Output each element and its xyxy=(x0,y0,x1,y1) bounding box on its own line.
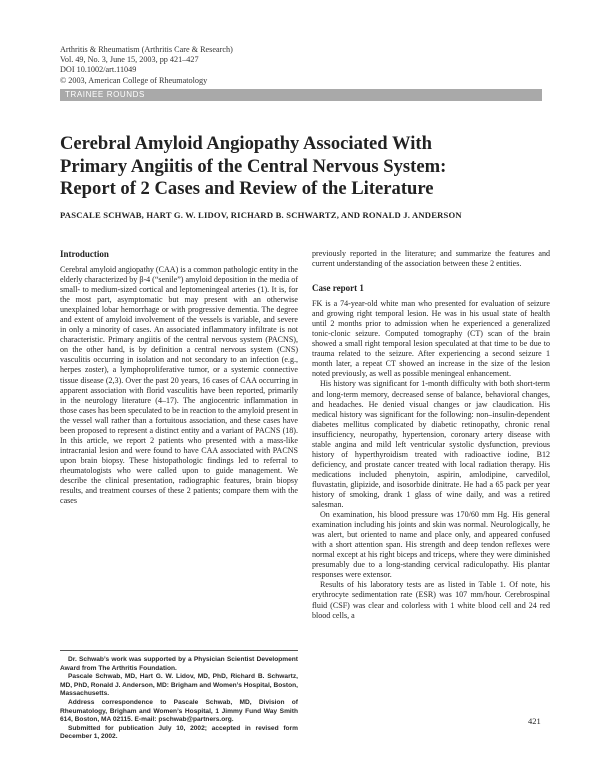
right-column xyxy=(312,249,550,621)
introduction-paragraph: Cerebral amyloid angiopathy (CAA) is a common pathologic entity in the elderly characterized by β-4 (“senile”) amyloid deposition in the media of small- to medium-sized cortical and leptomeningeal arteries (1). It is, for the most part, asymptomatic but may present with an otherwise unexplained lobar hemorrhage or with progressive dementia. The degree and extent of amyloid involvement of the vessels is variable, and severe in only a minority of cases. An associated inflammatory infiltrate is not characteristic. Primary angiitis of the central nervous system (PACNS), on the other hand, is by definition a central nervous system (CNS) vasculitis occurring in isolation and not secondary to an infection (e.g., herpes zoster), a lymphoproliferative tumor, or a systemic connective tissue disease (2,3). Over the past 20 years, 16 cases of CAA occurring in apparent association with florid vasculitis have been reported, primarily in the neurology literature (4–17). The angiocentric inflammation in those cases has been speculated to be in reaction to the amyloid present in the vessel wall rather than a fortuitous association, and these cases have been proposed to represent a distinct entity and a variant of PACNS (18). In this article, we report 2 patients who presented with a mass-like intracranial lesion and were found to have CAA associated with PACNS upon brain biopsy. These histopathologic findings led to referral to rheumatologists who were called upon to guide management. We describe the clinical presentation, radiographic features, brain biopsy results, and treatment courses of these 2 patients; compare them with the cases xyxy=(60,265,298,506)
journal-copyright: © 2003, American College of Rheumatology xyxy=(60,75,208,85)
author-list: PASCALE SCHWAB, HART G. W. LIDOV, RICHARD B. SCHWARTZ, AND RONALD J. ANDERSON xyxy=(60,210,462,220)
footnotes xyxy=(60,656,298,742)
footnote-divider xyxy=(60,650,298,651)
section-banner xyxy=(60,89,542,101)
article-title xyxy=(60,133,550,201)
page-number: 421 xyxy=(528,716,541,726)
case-report-heading: Case report 1 xyxy=(312,283,364,294)
case-report-paragraph-1: FK is a 74-year-old white man who presented for evaluation of seizure and growing right temporal lesion. He was in his usual state of health until 2 months prior to admission when he experienced a generalized tonic-clonic seizure. Computed tomography (CT) scan of the brain showed a small right temporal lesion speculated at that time to be due to trauma related to the seizure. After experiencing a second seizure 1 month later, a repeat CT showed an increase in the size of the lesion noted previously, as well as possible meningeal enhancement. xyxy=(312,299,550,379)
title-line-1: Cerebral Amyloid Angiopathy Associated With xyxy=(60,133,432,154)
case-report-paragraph-2: His history was significant for 1-month difficulty with both short-term and long-term memory, decreased sense of balance, behavioral changes, and headaches. He denied visual changes or jaw claudication. His medical history was significant for the following: non–insulin-dependent diabetes mellitus complicated by diabetic retinopathy, chronic renal insufficiency, neuropathy, hypertension, coronary artery disease with stable angina and mild left ventricular systolic dysfunction, previous history of hyperthyroidism treated with radioactive iodine, B12 deficiency, and prostate cancer treated with local radiation therapy. His medications included phenytoin, aspirin, amlodipine, carvedilol, fluvastatin, glipizide, and isosorbide dinitrate. He had a 65 pack per year history of smoking, drank 1 glass of wine daily, and was a retired salesman. xyxy=(312,379,550,510)
case-report-paragraph-4: Results of his laboratory tests are as listed in Table 1. Of note, his erythrocyte sedimentation rate (ESR) was 107 mm/hour. Cerebrospinal fluid (CSF) was clear and colorless with 1 white blood cell and 24 red blood cells, a xyxy=(312,580,550,620)
footnote-funding: Dr. Schwab’s work was supported by a Physician Scientist Development Award from The Arthritis Foundation. xyxy=(60,656,298,672)
journal-name: Arthritis & Rheumatism (Arthritis Care & Research) xyxy=(60,45,233,54)
footnote-affiliations: Pascale Schwab, MD, Hart G. W. Lidov, MD, PhD, Richard B. Schwartz, MD, PhD, Ronald J. Anderson, MD: Brigham and Women’s Hospital, Boston, Massachusetts. xyxy=(60,673,298,698)
title-line-3: Report of 2 Cases and Review of the Literature xyxy=(60,178,434,199)
case-report-paragraph-3: On examination, his blood pressure was 170/60 mm Hg. His general examination including his joints and skin was normal. Neurologically, he was alert, but oriented to name and place only, and appeared confused with a short attention span. His strength and deep tendon reflexes were normal except at his right biceps and triceps, where they were diminished presumably due to a long-standing cervical radiculopathy. His plantar responses were extensor. xyxy=(312,510,550,580)
introduction-heading: Introduction xyxy=(60,249,109,259)
left-column xyxy=(60,249,298,506)
journal-info xyxy=(60,45,233,86)
journal-doi: DOI 10.1002/art.11049 xyxy=(60,65,137,75)
introduction-continuation: previously reported in the literature; and summarize the features and current understanding of the association between these 2 entities. xyxy=(312,249,550,269)
journal-volume: Vol. 49, No. 3, June 15, 2003, pp 421–427 xyxy=(60,55,199,65)
paragraph-gap xyxy=(312,269,550,283)
footnote-submission: Submitted for publication July 10, 2002; accepted in revised form December 1, 2002. xyxy=(60,724,298,741)
footnote-correspondence: Address correspondence to Pascale Schwab, MD, Division of Rheumatology, Brigham and Women’s Hospital, 1 Jimmy Fund Way Smith 614, Boston, MA 02115. E-mail: pschwab@partners.org. xyxy=(60,698,298,724)
section-banner-label: TRAINEE ROUNDS xyxy=(65,90,145,99)
title-line-2: Primary Angiitis of the Central Nervous System: xyxy=(60,155,447,177)
